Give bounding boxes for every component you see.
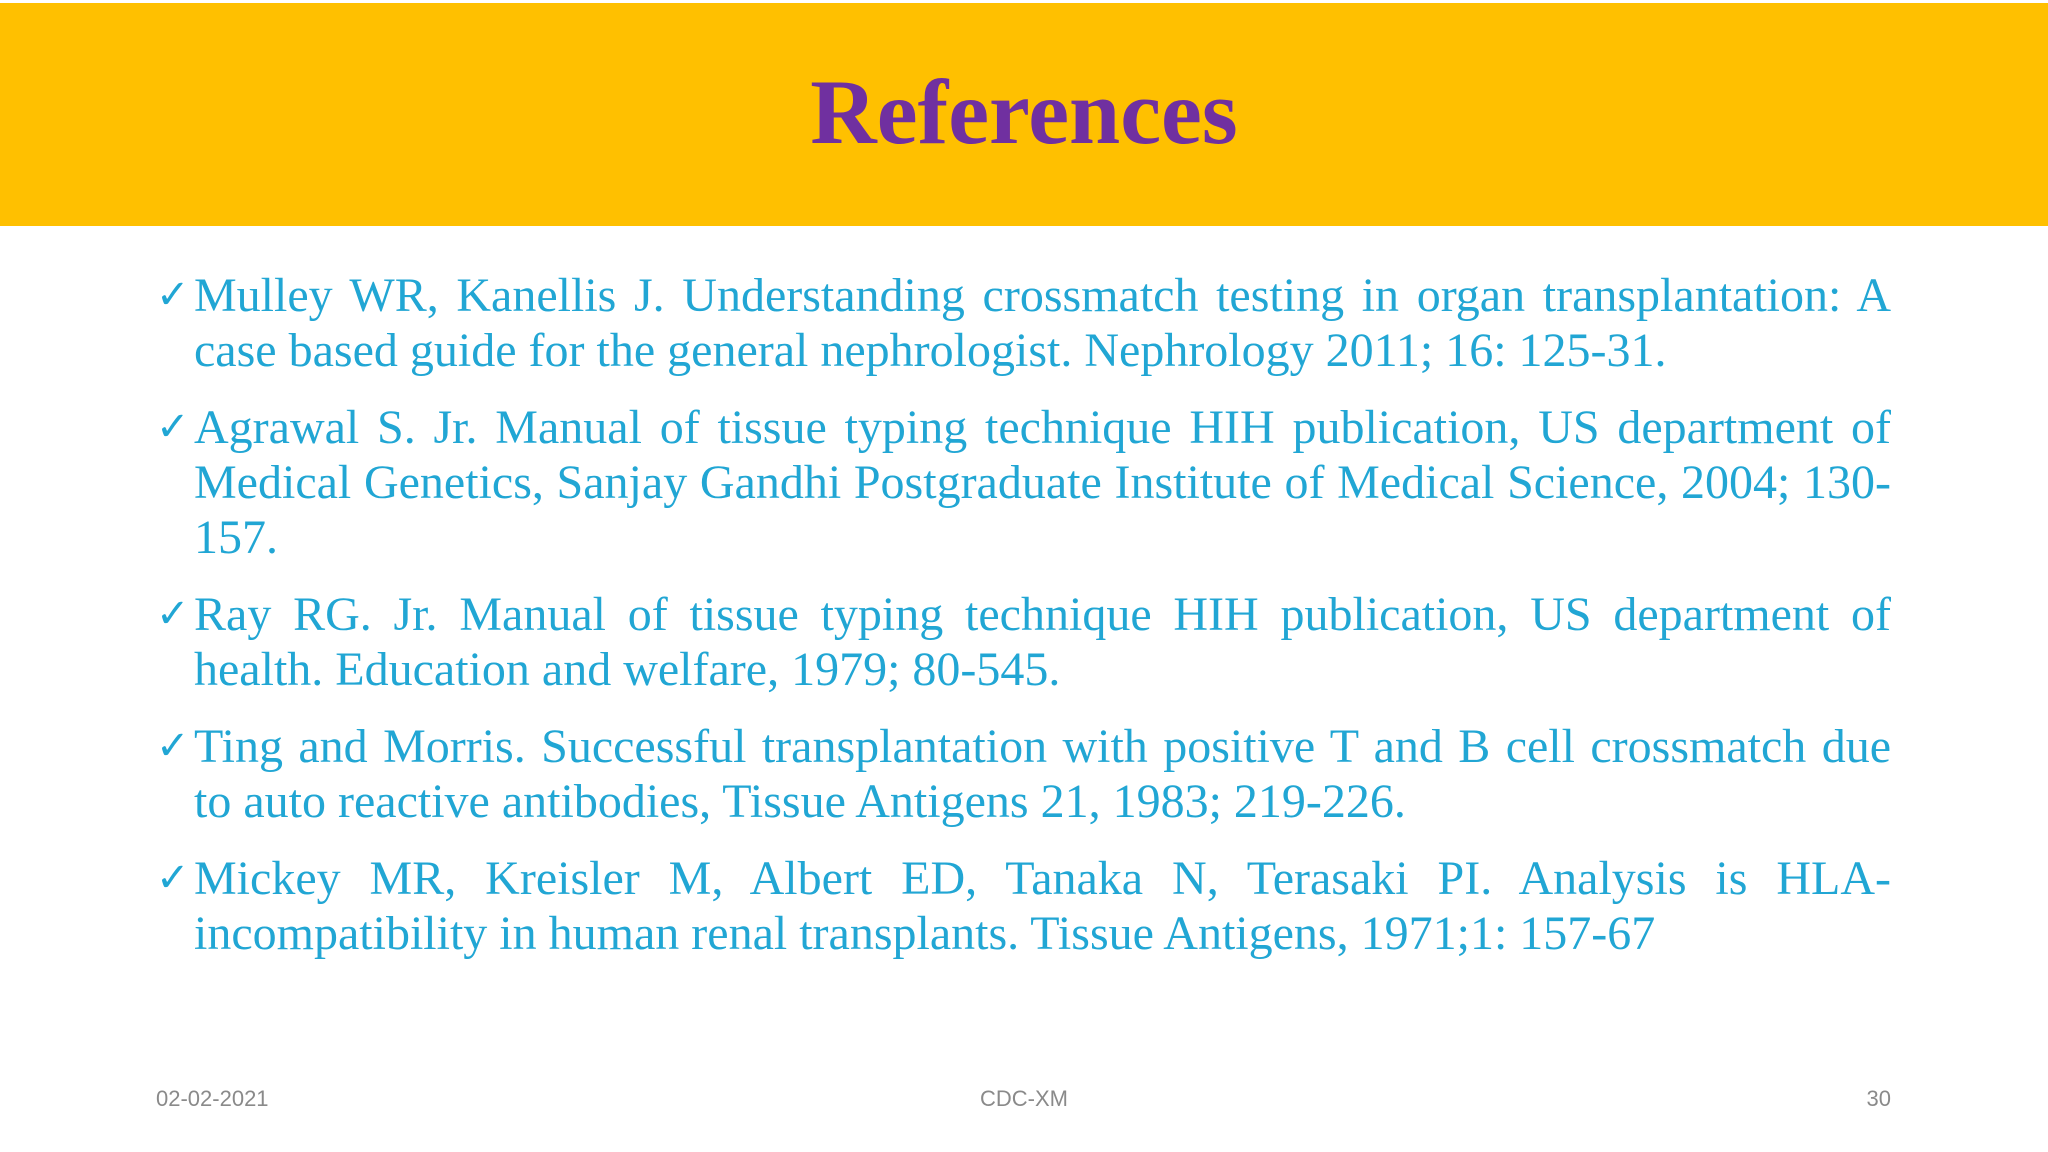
footer-date: 02-02-2021: [156, 1086, 269, 1111]
reference-item: [156, 587, 1891, 697]
reference-item: [156, 851, 1891, 961]
footer-label: CDC-XM: [980, 1086, 1068, 1111]
reference-text: Mulley WR, Kanellis J. Understanding crossmatch testing in organ transplantation: A case based guide for the general nephrologist. Nephrology 2011; 16: 125-31.: [194, 269, 1891, 377]
reference-item: [156, 268, 1891, 378]
reference-text: Ray RG. Jr. Manual of tissue typing technique HIH publication, US department of health. Education and welfare, 1979; 80-545.: [194, 588, 1891, 696]
checkmark-icon: ✓: [156, 723, 190, 769]
reference-text: Mickey MR, Kreisler M, Albert ED, Tanaka N, Terasaki PI. Analysis is HLA-incompatibility in human renal transplants. Tissue Antigens, 1971;1: 157-67: [194, 852, 1891, 960]
checkmark-icon: ✓: [156, 855, 190, 901]
reference-text: Agrawal S. Jr. Manual of tissue typing technique HIH publication, US department of Medical Genetics, Sanjay Gandhi Postgraduate Institute of Medical Science, 2004; 130-157.: [194, 401, 1891, 564]
slide-title: References: [810, 61, 1238, 163]
reference-text: Ting and Morris. Successful transplantation with positive T and B cell crossmatch due to auto reactive antibodies, Tissue Antigens 21, 1983; 219-226.: [194, 720, 1891, 828]
checkmark-icon: ✓: [156, 591, 190, 637]
page-number: 30: [1866, 1086, 1891, 1111]
checkmark-icon: ✓: [156, 404, 190, 450]
reference-list: [156, 268, 1891, 983]
checkmark-icon: ✓: [156, 272, 190, 318]
reference-item: [156, 719, 1891, 829]
reference-item: [156, 400, 1891, 565]
